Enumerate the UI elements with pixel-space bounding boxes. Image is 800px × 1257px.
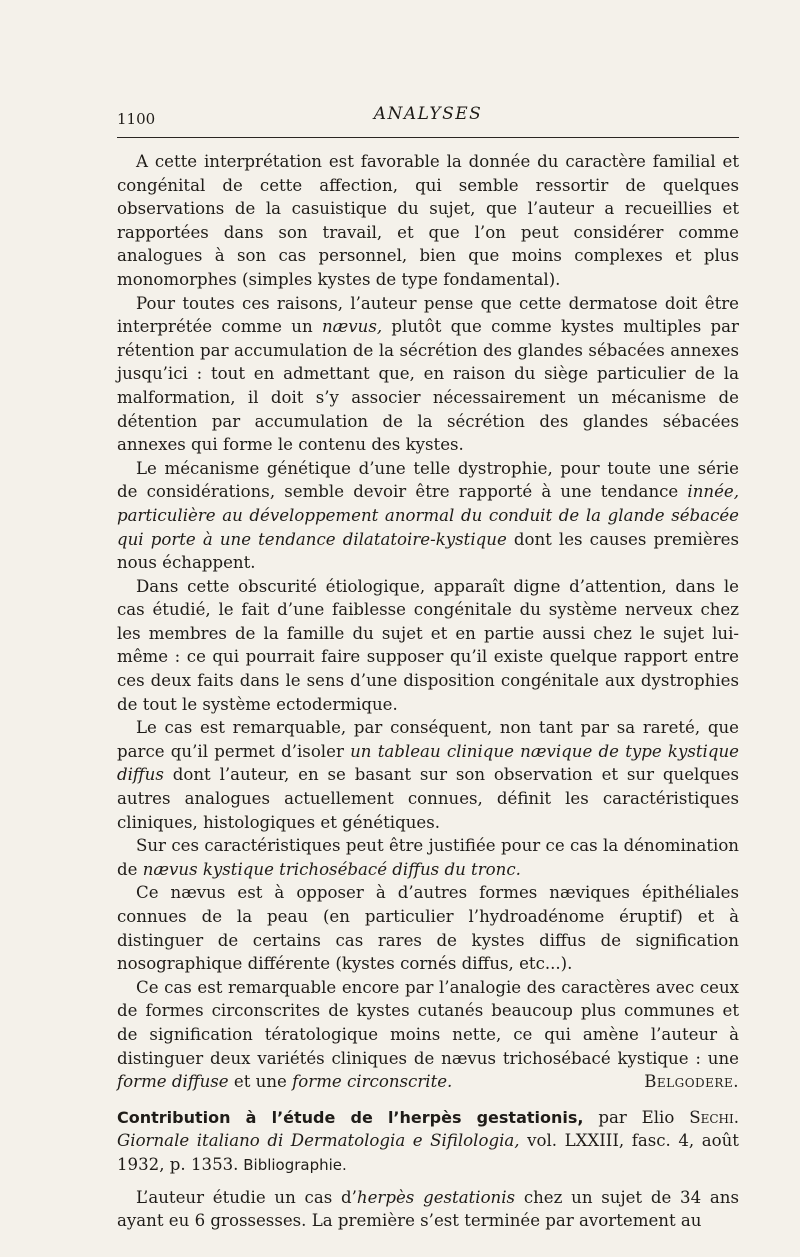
paragraph-1: A cette interprétation est favorable la donnée du caractère familial et congénital de cette affection, qui semble ressortir de quelques observations de la casuistique du sujet, que l’auteur a recueillies et rapportées dans son travail, et que l’on peut considérer comme analogues à son cas personnel, bien que moins complexes et plus monomorphes (simples kystes de type fondamental). [117,152,739,289]
paragraph-6: Sur ces caractéristiques peut être justifiée pour ce cas la dénomination de nævus kystique trichosébacé diffus du tronc. [117,836,739,879]
page-number: 1100 [117,110,156,128]
article-body [117,150,739,1233]
paragraph-8: Ce cas est remarquable encore par l’analogie des caractères avec ceux de formes circonscrites de kystes cutanés beaucoup plus communes et de signification tératologique moins nette, ce qui amène l’auteur à distinguer deux variétés cliniques de nævus trichosébacé kystique : une forme diffuse et une forme circonscrite. Belgodere. [117,976,739,1094]
reviewer-signature: Belgodere. [644,1072,739,1092]
paragraph-7: Ce nævus est à opposer à d’autres formes næviques épithéliales connues de la peau (en particulier l’hydroadénome éruptif) et à distinguer de certains cas rares de kystes diffus de signification nosographique différente (kystes cornés diffus, etc...). [117,883,739,974]
entry-journal: Giornale italiano di Dermatologia e Sifilologia, [117,1131,520,1151]
running-title: ANALYSES [373,104,483,124]
header-rule [117,137,739,138]
paragraph-5: Le cas est remarquable, par conséquent, non tant par sa rareté, que parce qu’il permet d’isoler un tableau clinique nævique de type kystique diffus dont l’auteur, en se basant sur son observation et sur quelques autres analogues actuellement connues, définit les caractéristiques cliniques, histologiques et génétiques. [117,718,739,832]
bibliographic-entry: Contribution à l’étude de l’herpès gestationis, par Elio Sechi. Giornale italiano di Dermatologia e Sifilologia, vol. LXXIII, fasc. 4, août 1932, p. 1353. Bibliographie. [117,1107,739,1174]
paragraph-2: Pour toutes ces raisons, l’auteur pense que cette dermatose doit être interprétée comme un nævus, plutôt que comme kystes multiples par rétention par accumulation de la sécrétion des glandes sébacées annexes jusqu’ici : tout en admettant que, en raison du siège particulier de la malformation, il doit s’y associer nécessairement un mécanisme de détention par accumulation de la sécrétion des glandes sébacées annexes qui forme le contenu des kystes. [117,293,739,455]
paragraph-3: Le mécanisme génétique d’une telle dystrophie, pour toute une série de considérations, semble devoir être rapporté à une tendance innée, particulière au développement anormal du conduit de la glande sébacée qui porte à une tendance dilatatoire-kystique dont les causes premières nous échappent. [117,458,739,573]
paragraph-4: Dans cette obscurité étiologique, apparaît digne d’attention, dans le cas étudié, le fait d’une faiblesse congénitale du système nerveux chez les membres de la famille du sujet et en partie aussi chez le sujet lui-même : ce qui pourrait faire supposer qu’il existe quelque rapport entre ces deux faits dans le sens d’une disposition congénitale aux dystrophies de tout le système ectodermique. [117,576,739,714]
entry-title: Contribution à l’étude de l’herpès gestationis, [117,1107,584,1127]
page-header [117,104,739,130]
entry-author: Sechi. [689,1107,739,1127]
entry-paragraph-1: L’auteur étudie un cas d’herpès gestationis chez un sujet de 34 ans ayant eu 6 grossesses. La première s’est terminée par avortement au [117,1187,740,1231]
